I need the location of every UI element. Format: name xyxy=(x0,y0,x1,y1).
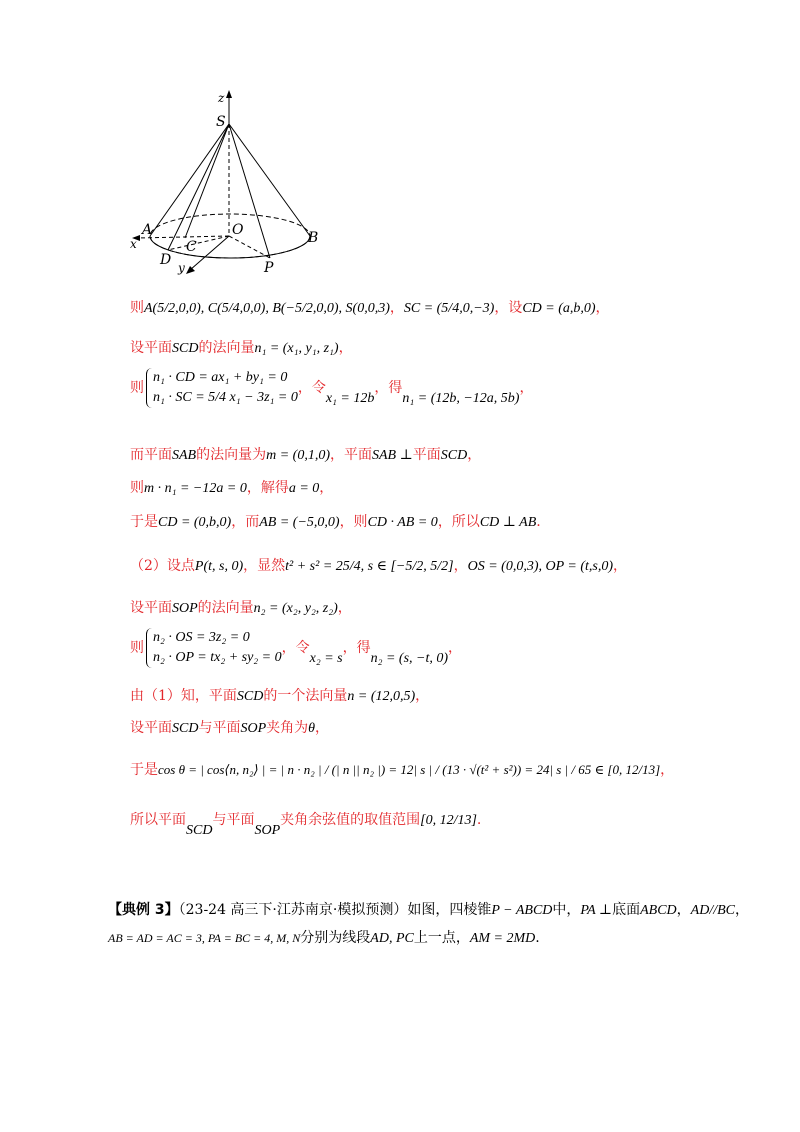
line-4 xyxy=(130,445,481,466)
text: 的法向量为 xyxy=(196,447,267,463)
line-2 xyxy=(130,338,353,359)
math: SOP xyxy=(240,721,267,736)
math: m · n₁ = −12a = 0 xyxy=(144,481,247,496)
text: . xyxy=(536,514,541,530)
math: AB = AD = AC = 3, PA = BC = 4, M, N xyxy=(108,931,301,945)
text: ， xyxy=(453,558,468,574)
math: AD, PC xyxy=(370,931,414,946)
label-o: O xyxy=(232,222,244,238)
text: ， xyxy=(595,300,610,316)
text: ，所以 xyxy=(437,514,480,530)
math: n₂ = (s, −t, 0) xyxy=(370,651,449,666)
line-9 xyxy=(130,628,462,669)
equation-system xyxy=(146,628,282,668)
example-tag: 【典例 3】 xyxy=(108,902,179,918)
line-5 xyxy=(130,478,333,499)
equation-system xyxy=(146,368,298,408)
edge-sb xyxy=(229,124,310,236)
math: P(t, s, 0) xyxy=(194,559,244,574)
math: OS = (0,0,3), OP = (t,s,0) xyxy=(467,559,613,574)
math: n₂ = (x₂, y₂, z₂) xyxy=(253,601,338,616)
text: ， xyxy=(337,600,352,616)
label-d: D xyxy=(160,252,172,268)
math: CD = (0,b,0) xyxy=(158,515,232,530)
line-6 xyxy=(130,512,541,533)
line-3 xyxy=(130,368,533,409)
equation: n₁ · SC = 5/4 x₁ − 3z₁ = 0 xyxy=(153,390,298,405)
math: SCD xyxy=(440,448,468,463)
text: ， xyxy=(467,447,482,463)
text: ，解得 xyxy=(246,480,289,496)
math: AB = (−5,0,0) xyxy=(259,515,340,530)
math: A(5/2,0,0), C(5/4,0,0), B(−5/2,0,0), S(0,0,3) xyxy=(144,301,390,316)
math: x₂ = s xyxy=(309,651,343,666)
text: . xyxy=(476,812,482,828)
line-15 xyxy=(108,928,540,949)
label-z: z xyxy=(218,91,225,105)
text: ， xyxy=(315,720,330,736)
math: m = (0,1,0) xyxy=(266,448,330,463)
math: CD ⊥ AB xyxy=(479,515,537,530)
text: 则 xyxy=(130,640,144,656)
text: 而平面 xyxy=(130,447,172,463)
math: n₁ = (x₁, y₁, z₁) xyxy=(254,341,339,356)
z-axis-arrow xyxy=(226,90,232,98)
text: ，令 xyxy=(281,640,310,656)
text: ， xyxy=(338,340,353,356)
label-x: x xyxy=(130,237,137,251)
label-y: y xyxy=(178,261,185,275)
line-13 xyxy=(130,810,481,841)
text: ，得 xyxy=(342,640,371,656)
math: P − ABCD xyxy=(491,903,553,918)
edge-sc xyxy=(185,124,229,238)
text: 的法向量 xyxy=(197,600,254,616)
math: AD//BC xyxy=(690,903,736,918)
equation: n₂ · OP = tx₂ + sy₂ = 0 xyxy=(153,650,282,665)
math: θ xyxy=(308,721,316,736)
text: ，令 xyxy=(297,380,326,396)
text: 于是 xyxy=(130,514,158,530)
text: ， xyxy=(676,902,691,918)
text: ， xyxy=(389,300,404,316)
math: SAB xyxy=(172,448,197,463)
text: ，显然 xyxy=(243,558,286,574)
line-11 xyxy=(130,718,329,739)
math: PA ⊥ xyxy=(580,903,613,918)
text: 中， xyxy=(552,902,581,918)
label-b: B xyxy=(308,230,319,246)
text: 则 xyxy=(130,480,144,496)
edge-sa xyxy=(150,124,229,236)
text: 设平面 xyxy=(130,340,172,356)
math: t² + s² = 25/4, s ∈ [−5/2, 5/2] xyxy=(285,559,454,574)
math: CD = (a,b,0) xyxy=(522,301,596,316)
math: n = (12,0,5) xyxy=(347,689,416,704)
text: 夹角余弦值的取值范围 xyxy=(280,812,421,828)
text: 底面 xyxy=(612,902,641,918)
text: . xyxy=(535,930,540,946)
line-1 xyxy=(130,298,610,319)
text: 设平面 xyxy=(130,600,172,616)
equation: n₂ · OS = 3z₂ = 0 xyxy=(153,630,250,645)
text: 由（1）知，平面 xyxy=(130,688,237,704)
math: ABCD xyxy=(640,903,677,918)
math: [0, 12/13] xyxy=(420,813,477,828)
label-s: S xyxy=(216,114,226,130)
cone-figure xyxy=(120,88,340,278)
text: ，则 xyxy=(339,514,368,530)
math: AM = 2MD xyxy=(469,931,536,946)
text: ，设 xyxy=(494,300,523,316)
text: 于是 xyxy=(130,762,158,778)
text: 的法向量 xyxy=(198,340,255,356)
text: ， xyxy=(660,762,675,778)
text: ， xyxy=(735,902,750,918)
math: cos θ = | cos⟨n, n₂⟩ | = | n · n₂ | / (| n || n₂ |) = 12| s | / (13 · √(t² + s²)) = 24| s | / 65 ∈ [0, 12/13] xyxy=(158,762,661,777)
text: 上一点， xyxy=(413,930,470,946)
text: 则 xyxy=(130,300,144,316)
math: SCD xyxy=(172,341,199,356)
line-7 xyxy=(130,556,627,577)
edge-sd xyxy=(168,124,229,250)
math: n₁ = (12b, −12a, 5b) xyxy=(402,391,520,406)
math: x₁ = 12b xyxy=(325,391,375,406)
text: ，而 xyxy=(231,514,260,530)
label-p: P xyxy=(264,260,274,276)
text: 的一个法向量 xyxy=(263,688,348,704)
math: SCD xyxy=(236,689,264,704)
math: SCD xyxy=(172,721,199,736)
math: SC = (5/4,0,−3) xyxy=(403,301,495,316)
text: ， xyxy=(613,558,627,574)
text: 与平面 xyxy=(198,720,241,736)
math: SCD xyxy=(186,823,213,838)
text: 所以平面 xyxy=(130,812,186,828)
label-a: A xyxy=(142,222,153,238)
line-14 xyxy=(108,900,749,921)
math: SAB ⊥ xyxy=(372,448,413,463)
line-10 xyxy=(130,686,429,707)
text: 分别为线段 xyxy=(300,930,371,946)
text: 则 xyxy=(130,380,144,396)
text: （2）设点 xyxy=(130,558,195,574)
segment-od xyxy=(168,236,229,250)
math: CD · AB = 0 xyxy=(367,515,438,530)
text: 平面 xyxy=(412,447,441,463)
text: ，得 xyxy=(374,380,403,396)
line-8 xyxy=(130,598,352,619)
text: ，平面 xyxy=(330,447,372,463)
equation: n₁ · CD = ax₁ + by₁ = 0 xyxy=(153,370,288,385)
line-12 xyxy=(130,760,674,780)
text: ， xyxy=(519,380,534,396)
math: SOP xyxy=(172,601,198,616)
text: 设平面 xyxy=(130,720,172,736)
label-c: C xyxy=(186,239,197,255)
base-front xyxy=(150,236,310,258)
text: （23-24 高三下·江苏南京·模拟预测）如图，四棱锥 xyxy=(178,902,492,918)
text: ， xyxy=(415,688,430,704)
text: ， xyxy=(319,480,334,496)
math: SOP xyxy=(254,823,281,838)
text: ， xyxy=(448,640,463,656)
text: 夹角为 xyxy=(266,720,309,736)
text: 与平面 xyxy=(212,812,255,828)
math: a = 0 xyxy=(288,481,320,496)
